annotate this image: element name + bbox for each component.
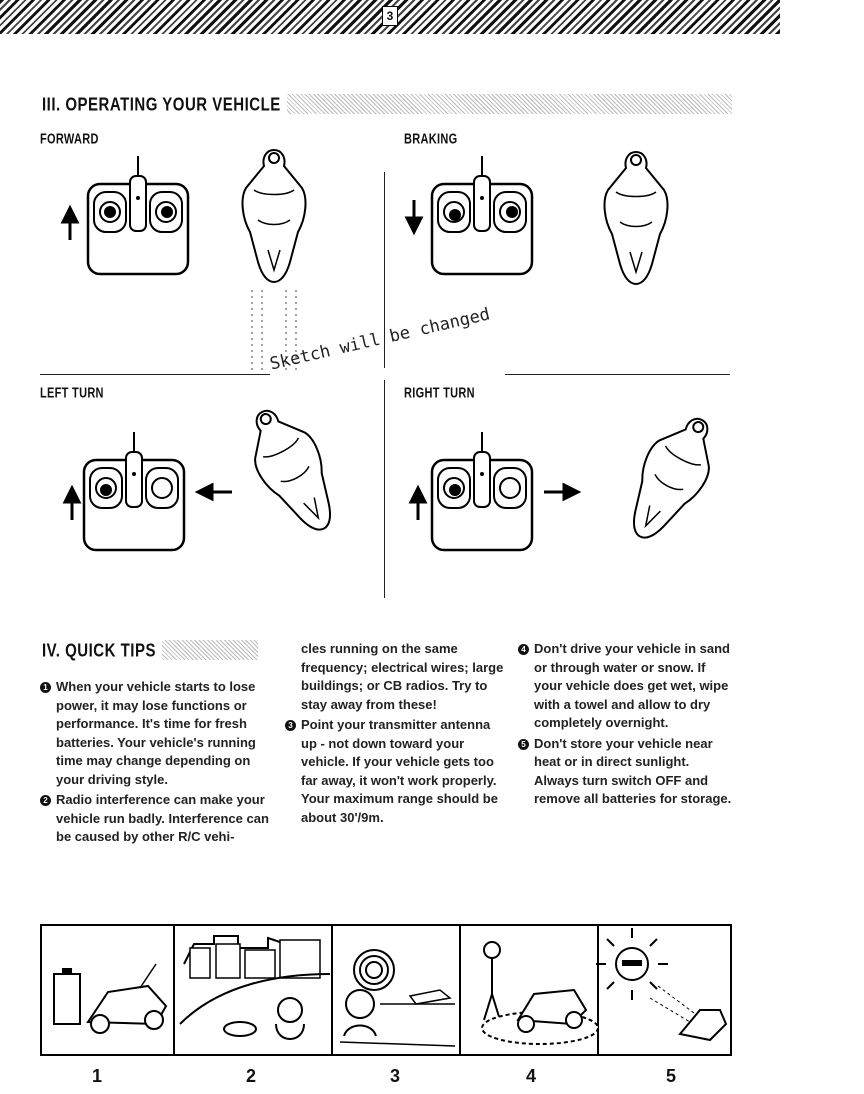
strip-number-5: 5 [666,1066,677,1086]
panel-label-left-turn: LEFT TURN [40,386,104,402]
bullet-3-icon: 3 [285,720,296,731]
forward-remote [88,156,188,274]
tip-item-5: 5 Don't store your vehicle near heat or in direct sunlight. Always turn switch OFF and remove all batteries for storage. [518,735,736,809]
arrow-left-icon [198,485,232,499]
bullet-4-icon: 4 [518,644,529,655]
tips-illustration-strip [40,924,732,1060]
section3-title: III. OPERATING YOUR VEHICLE [42,94,281,116]
strip-number-2: 2 [246,1066,257,1086]
bullet-2-icon: 2 [40,795,51,806]
forward-bike [243,150,306,282]
tip-item-4: 4 Don't drive your vehicle in sand or through water or snow. If your vehicle does get wet, wipe with a towel and allow to dry completely overnight. [518,640,736,733]
left-turn-remote [84,432,184,550]
panel-label-braking: BRAKING [404,132,458,148]
panel-label-right-turn: RIGHT TURN [404,386,475,402]
tips-column-2 [285,640,505,829]
sketch-stamp: Sketch will be changed [268,304,492,375]
tips-column-3 [518,640,736,811]
bullet-5-icon: 5 [518,739,529,750]
strip-number-1: 1 [92,1066,103,1086]
section4-title-box [40,640,162,660]
strip-number-3: 3 [390,1066,401,1086]
braking-bike [605,152,668,284]
tip-item-3: 3 Point your transmitter antenna up - not down toward your vehicle. If your vehicle gets too far away, it won't work properly. Your maximum range should be about 30'/9m. [285,716,505,827]
left-turn-bike [234,397,352,543]
tips-column-1 [40,678,270,849]
arrow-up-icon [63,208,77,240]
bullet-1-icon: 1 [40,682,51,693]
tip-item-2-continued: cles running on the same frequency; electrical wires; large buildings; or CB radios. Try to stay away from these! [301,641,504,712]
page-number: 3 [382,6,398,26]
right-turn-remote [432,432,532,550]
tip-item-1: 1 When your vehicle starts to lose power, it may lose functions or performance. It's time for fresh batteries. Your vehicle's running time may change depending on your driving style. [40,678,270,789]
arrow-up-icon [411,488,425,520]
arrow-up-icon [65,488,79,520]
arrow-down-icon [407,200,421,232]
strip-number-4: 4 [526,1066,537,1086]
panel-label-forward: FORWARD [40,132,99,148]
arrow-right-icon [544,485,578,499]
tip-item-2: 2 Radio interference can make your vehicle run badly. Interference can be caused by other R/C vehi- [40,791,270,847]
right-turn-bike [612,405,730,551]
section4-title: IV. QUICK TIPS [42,640,156,662]
